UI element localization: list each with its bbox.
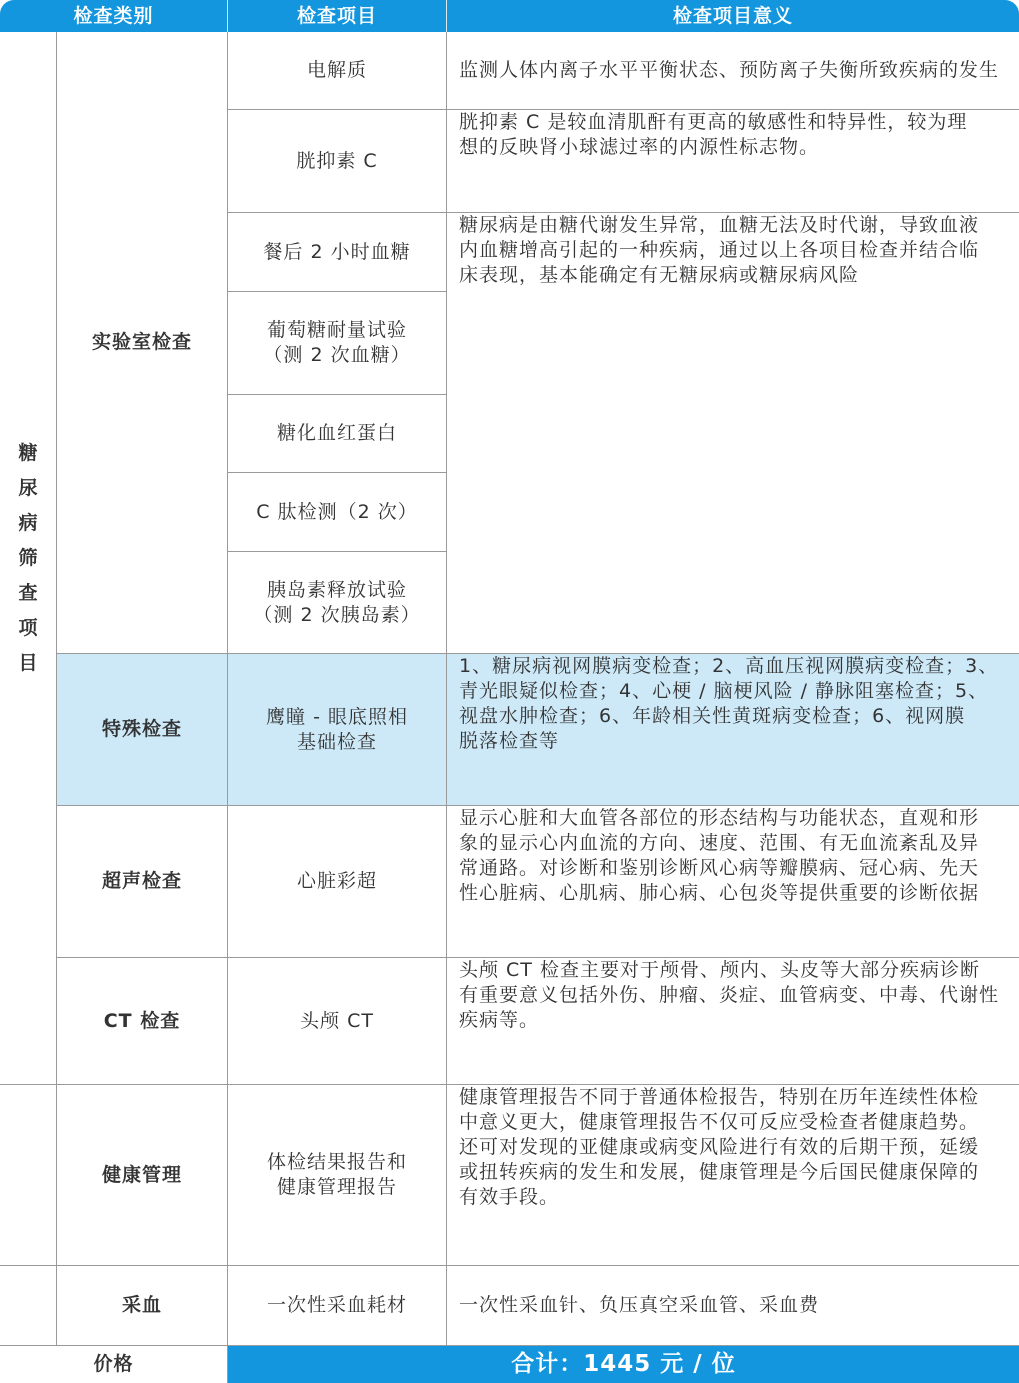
meaning-cystatin-c (447, 110, 1019, 213)
meaning-line: 有效手段。 (459, 1186, 560, 1208)
meaning-line: 或扭转疾病的发生和发展，健康管理是今后国民健康保障的 (459, 1161, 980, 1183)
label-char: 筛 (18, 546, 38, 569)
category-special: 特殊检查 (57, 654, 228, 806)
item-line: 基础检查 (296, 730, 377, 753)
meaning-line: 脱落检查等 (459, 730, 560, 752)
price-label: 价格 (0, 1346, 228, 1383)
item-line: 葡萄糖耐量试验 (266, 319, 407, 341)
meaning-diabetes (447, 213, 1019, 654)
meaning-electrolyte: 监测人体内离子水平平衡状态、预防离子失衡所致疾病的发生 (447, 32, 1019, 110)
category-health-management: 健康管理 (57, 1085, 228, 1266)
meaning-line: 疾病等。 (459, 1009, 540, 1031)
label-char: 糖 (18, 441, 38, 464)
empty-group-cell (0, 1085, 57, 1266)
item-postprandial-glucose: 餐后 2 小时血糖 (228, 213, 447, 292)
meaning-line: 性心脏病、心肌病、肺心病、心包炎等提供重要的诊断依据 (459, 882, 980, 904)
meaning-line: 胱抑素 C 是较血清肌酐有更高的敏感性和特异性，较为理 (459, 111, 968, 133)
meaning-line: 头颅 CT 检查主要对于颅骨、颅内、头皮等大部分疾病诊断 (459, 959, 980, 981)
header-category: 检查类别 (0, 0, 228, 32)
item-blood-consumables: 一次性采血耗材 (228, 1266, 447, 1346)
meaning-line: 1、糖尿病视网膜病变检查；2、高血压视网膜病变检查；3、 (459, 655, 999, 677)
item-electrolyte: 电解质 (228, 32, 447, 110)
category-blood-draw: 采血 (57, 1266, 228, 1346)
meaning-line: 糖尿病是由糖代谢发生异常，血糖无法及时代谢，导致血液 (459, 214, 980, 236)
item-ogtt (228, 292, 447, 395)
label-char: 项 (18, 616, 38, 639)
label-char: 尿 (18, 476, 38, 499)
price-total: 合计：1445 元 / 位 (228, 1346, 1019, 1383)
category-ct: CT 检查 (57, 958, 228, 1085)
label-char: 病 (18, 511, 38, 534)
item-health-report (228, 1085, 447, 1266)
meaning-line: 中意义更大，健康管理报告不仅可反应受检查者健康趋势。 (459, 1111, 980, 1133)
item-line: （测 2 次血糖） (263, 344, 411, 366)
item-echocardiography: 心脏彩超 (228, 806, 447, 958)
item-line: 健康管理报告 (276, 1176, 397, 1198)
category-lab: 实验室检查 (57, 32, 228, 654)
meaning-head-ct (447, 958, 1019, 1085)
item-hba1c: 糖化血红蛋白 (228, 395, 447, 473)
empty-group-cell (0, 1266, 57, 1346)
item-line: 鹰瞳 - 眼底照相 (266, 705, 408, 728)
header-item: 检查项目 (228, 0, 447, 32)
header-meaning: 检查项目意义 (447, 0, 1019, 32)
meaning-line: 显示心脏和大血管各部位的形态结构与功能状态，直观和形 (459, 807, 980, 829)
meaning-line: 有重要意义包括外伤、肿瘤、炎症、血管病变、中毒、代谢性 (459, 984, 1000, 1006)
label-char: 目 (18, 651, 38, 674)
item-head-ct: 头颅 CT (228, 958, 447, 1085)
label-char: 查 (18, 581, 38, 604)
meaning-line: 内血糖增高引起的一种疾病，通过以上各项目检查并结合临 (459, 239, 980, 261)
item-fundus-photo (228, 654, 447, 806)
diabetes-screening-label (0, 32, 57, 1085)
meaning-blood-consumables: 一次性采血针、负压真空采血管、采血费 (447, 1266, 1019, 1346)
category-ultrasound: 超声检查 (57, 806, 228, 958)
item-line: 体检结果报告和 (266, 1151, 407, 1173)
item-line: 胰岛素释放试验 (266, 578, 407, 601)
item-c-peptide: C 肽检测（2 次） (228, 473, 447, 552)
meaning-line: 健康管理报告不同于普通体检报告，特别在历年连续性体检 (459, 1086, 980, 1108)
item-insulin-release (228, 552, 447, 654)
meaning-echocardiography (447, 806, 1019, 958)
meaning-line: 床表现，基本能确定有无糖尿病或糖尿病风险 (459, 264, 860, 286)
meaning-line: 象的显示心内血流的方向、速度、范围、有无血流紊乱及异 (459, 832, 980, 854)
meaning-health-report (447, 1085, 1019, 1266)
meaning-line: 还可对发现的亚健康或病变风险进行有效的后期干预，延缓 (459, 1136, 980, 1158)
item-line: （测 2 次胰岛素） (253, 603, 421, 626)
meaning-fundus-photo (447, 654, 1019, 806)
item-cystatin-c: 胱抑素 C (228, 110, 447, 213)
meaning-line: 想的反映肾小球滤过率的内源性标志物。 (459, 136, 820, 158)
meaning-line: 常通路。对诊断和鉴别诊断风心病等瓣膜病、冠心病、先天 (459, 857, 980, 879)
meaning-line: 青光眼疑似检查；4、心梗 / 脑梗风险 / 静脉阻塞检查；5、 (459, 680, 989, 702)
meaning-line: 视盘水肿检查；6、年龄相关性黄斑病变检查；6、视网膜 (459, 705, 966, 727)
